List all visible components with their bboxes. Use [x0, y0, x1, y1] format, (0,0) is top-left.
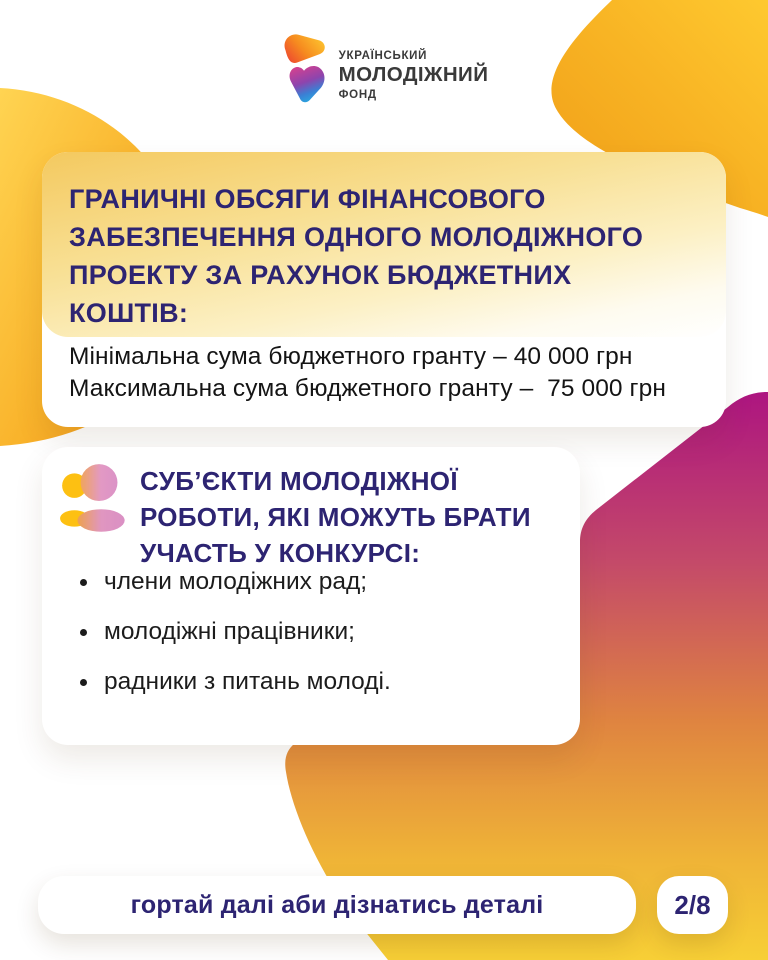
heading-line: СУБ’ЄКТИ МОЛОДІЖНОЇ [140, 466, 458, 496]
heading-line: ГРАНИЧНІ ОБСЯГИ ФІНАНСОВОГО [69, 184, 546, 214]
card-eligible-subjects [42, 447, 580, 745]
bullet-dot [80, 579, 87, 586]
logo-text [339, 34, 489, 101]
list-item-text: радники з питань молоді. [104, 668, 391, 695]
heading-line: УЧАСТЬ У КОНКУРСІ: [140, 538, 421, 568]
heading-line: РОБОТИ, ЯКІ МОЖУТЬ БРАТИ [140, 502, 531, 532]
list-item-text: молодіжні працівники; [104, 618, 355, 645]
bullet-dot [80, 679, 87, 686]
grant-amount-min: Мінімальна сума бюджетного гранту – 40 000 грн [69, 343, 633, 370]
bullet-dot [80, 629, 87, 636]
list-item [80, 617, 391, 647]
grant-amounts [69, 341, 666, 404]
logo-line1: УКРАЇНСЬКИЙ [338, 49, 428, 62]
card-funding-limits [42, 152, 726, 427]
subjects-list [80, 567, 391, 697]
heading-line: ПРОЕКТУ ЗА РАХУНОК БЮДЖЕТНИХ [69, 260, 572, 290]
list-item [80, 567, 391, 597]
swipe-hint-pill [38, 876, 636, 934]
card-funding-limits-heading [69, 180, 709, 332]
page-indicator-text: 2/8 [674, 889, 711, 920]
logo-line2: МОЛОДІЖНИЙ [338, 62, 489, 86]
grant-amount-max: Максимальна сума бюджетного гранту – 75 000 грн [69, 374, 666, 402]
card-eligible-subjects-heading [140, 463, 560, 571]
swipe-hint-text: гортай далі аби дізнатись деталі [130, 890, 544, 919]
heading-line: ЗАБЕЗПЕЧЕННЯ ОДНОГО МОЛОДІЖНОГО [69, 222, 644, 252]
list-item-text: члени молодіжних рад; [104, 568, 368, 595]
logo-line3: ФОНД [338, 88, 377, 101]
heading-line: КОШТІВ: [69, 298, 189, 328]
logo [0, 30, 768, 104]
page-indicator-badge [657, 876, 728, 934]
umf-logo-mark-icon [280, 30, 328, 104]
people-shapes-icon [59, 460, 137, 542]
list-item [80, 667, 391, 697]
